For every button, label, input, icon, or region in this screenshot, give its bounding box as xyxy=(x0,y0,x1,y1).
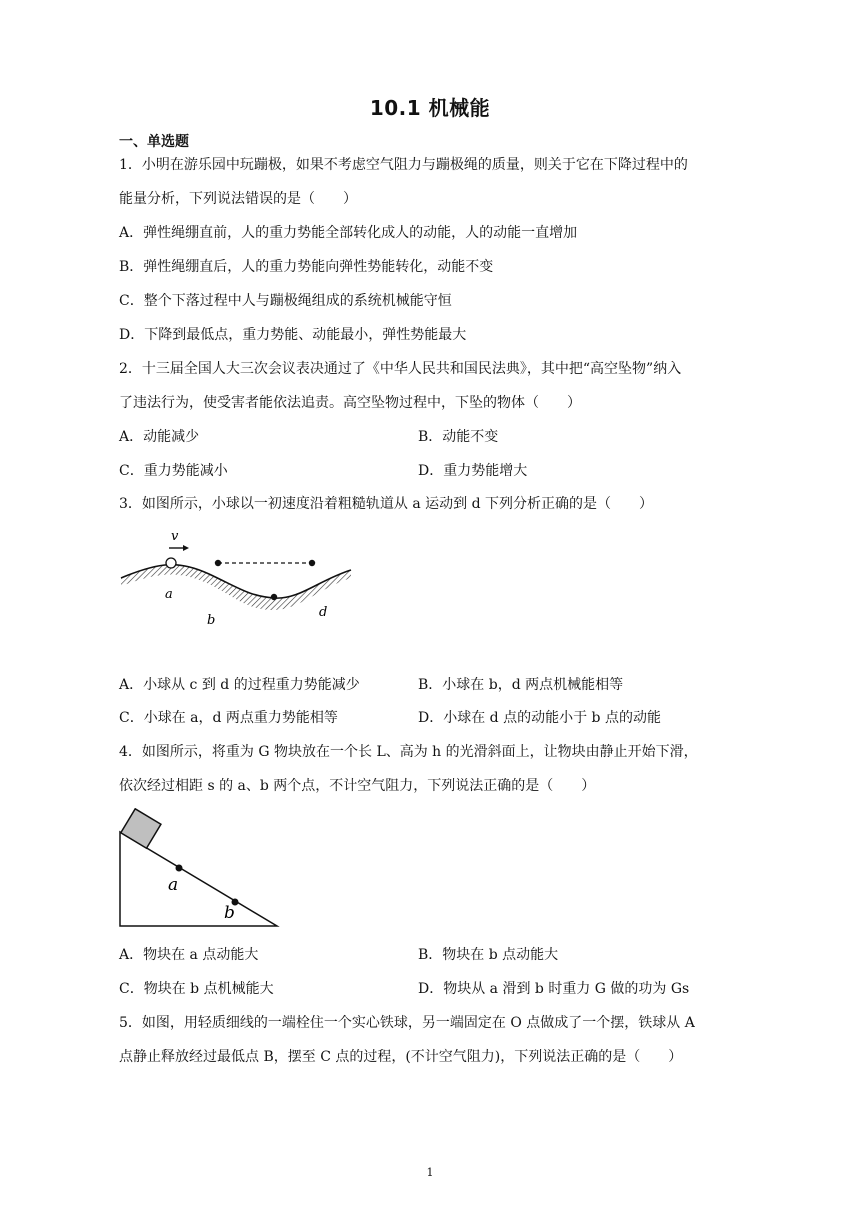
label-b: b xyxy=(224,903,235,923)
question-2-option-a: A．动能减少 xyxy=(119,429,200,445)
document-title: 10.1 机械能 xyxy=(369,96,491,120)
label-b: b xyxy=(207,613,216,628)
question-2-line-2: 了违法行为，使受害者能依法追责。高空坠物过程中，下坠的物体（ ） xyxy=(119,395,581,411)
section-heading: 一、单选题 xyxy=(119,134,189,150)
label-d: d xyxy=(319,605,328,620)
question-2-option-c: C．重力势能减小 xyxy=(119,463,228,479)
question-5-line-1: 5．如图，用轻质细线的一端栓住一个实心铁球，另一端固定在 O 点做成了一个摆，铁球从 A xyxy=(119,1015,695,1031)
question-4-option-d: D．物块从 a 滑到 b 时重力 G 做的功为 Gs xyxy=(418,981,690,997)
ball-icon xyxy=(166,558,176,568)
point-b-dot xyxy=(215,560,221,566)
label-v: v xyxy=(171,529,179,544)
question-3-option-d: D．小球在 d 点的动能小于 b 点的动能 xyxy=(418,710,661,726)
question-4-option-a: A．物块在 a 点动能大 xyxy=(119,947,259,963)
label-a: a xyxy=(168,875,179,895)
question-1-option-b: B．弹性绳绷直后，人的重力势能向弹性势能转化，动能不变 xyxy=(119,259,494,275)
question-4-option-c: C．物块在 b 点机械能大 xyxy=(119,981,274,997)
track-figure xyxy=(119,518,354,638)
question-3-option-b: B．小球在 b，d 两点机械能相等 xyxy=(418,677,624,693)
label-a: a xyxy=(165,587,173,602)
question-4-line-2: 依次经过相距 s 的 a、b 两个点，不计空气阻力，下列说法正确的是（ ） xyxy=(119,778,596,794)
question-1-option-d: D．下降到最低点，重力势能、动能最小，弹性势能最大 xyxy=(119,327,467,343)
question-4-line-1: 4．如图所示，将重为 G 物块放在一个长 L、高为 h 的光滑斜面上，让物块由静止开始下滑， xyxy=(119,744,698,760)
point-a-dot xyxy=(176,865,183,872)
question-1-line-2: 能量分析，下列说法错误的是（ ） xyxy=(119,191,357,207)
point-d-dot xyxy=(309,560,315,566)
question-1-option-a: A．弹性绳绷直前，人的重力势能全部转化成人的动能，人的动能一直增加 xyxy=(119,225,578,241)
question-3-line-1: 3．如图所示，小球以一初速度沿着粗糙轨道从 a 运动到 d 下列分析正确的是（ ） xyxy=(119,496,654,512)
block-icon xyxy=(121,809,161,848)
question-2-option-b: B．动能不变 xyxy=(418,429,499,445)
question-3-option-a: A．小球从 c 到 d 的过程重力势能减少 xyxy=(119,677,360,693)
question-4-option-b: B．物块在 b 点动能大 xyxy=(418,947,559,963)
question-5-line-2: 点静止释放经过最低点 B，摆至 C 点的过程，(不计空气阻力)，下列说法正确的是（ ） xyxy=(119,1049,683,1065)
question-1-option-c: C．整个下落过程中人与蹦极绳组成的系统机械能守恒 xyxy=(119,293,452,309)
page-number: 1 xyxy=(426,1166,434,1179)
question-1-line-1: 1．小明在游乐园中玩蹦极，如果不考虑空气阻力与蹦极绳的质量，则关于它在下降过程中的 xyxy=(119,157,688,173)
question-3-option-c: C．小球在 a，d 两点重力势能相等 xyxy=(119,710,338,726)
question-2-option-d: D．重力势能增大 xyxy=(418,463,528,479)
question-2-line-1: 2．十三届全国人大三次会议表决通过了《中华人民共和国民法典》，其中把“高空坠物”纳入 xyxy=(119,361,682,377)
point-c-dot xyxy=(271,594,277,600)
incline-figure xyxy=(117,808,282,930)
